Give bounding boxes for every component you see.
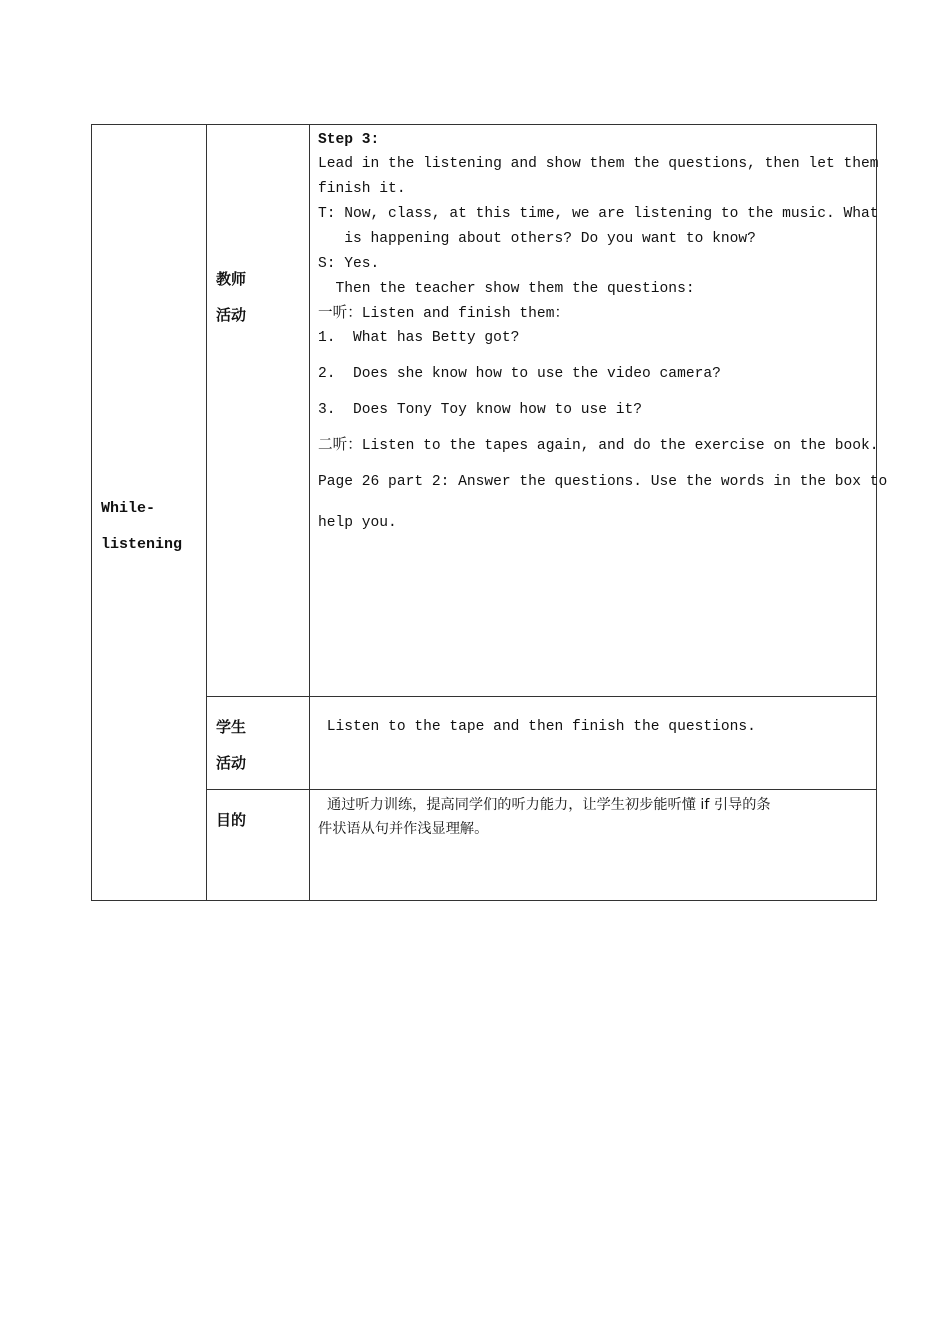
teacher-line-13: help you. [318,515,397,531]
question-3: 3. Does Tony Toy know how to use it? [318,402,643,418]
teacher-line-11: 二听：Listen to the tapes again, and do the exercise on the book. [318,438,879,454]
column-divider-2 [309,125,310,900]
purpose-line-1: 通过听力训练，提高同学们的听力能力，让学生初步能听懂 if 引导的条 [318,797,771,813]
teacher-line-6: Then the teacher show them the questions: [318,281,695,297]
teacher-line-7: 一听：Listen and finish them： [318,306,570,322]
teacher-activity-content [318,125,888,695]
teacher-activity-label [216,261,246,333]
teacher-line-5: S: Yes. [318,256,380,272]
teacher-line-4: is happening about others? Do you want to know? [318,231,756,247]
teacher-line-1: Lead in the listening and show them the questions, then let them [318,156,879,172]
teacher-label-line2: 活动 [216,306,247,324]
phase-label-line2: listening [101,536,183,553]
phase-label-line1: While- [101,500,156,517]
question-1: 1. What has Betty got? [318,330,520,346]
purpose-label: 目的 [216,811,247,829]
student-label-line2: 活动 [216,754,247,772]
phase-cell [101,491,182,563]
student-activity-text: Listen to the tape and then finish the questions. [318,719,756,735]
student-label-line1: 学生 [216,718,247,736]
teacher-line-3: T: Now, class, at this time, we are listening to the music. What [318,206,879,222]
column-divider-1 [206,125,207,900]
teacher-label-line1: 教师 [216,270,247,288]
student-activity-content [318,697,868,789]
teacher-line-2: finish it. [318,181,406,197]
lesson-plan-table [91,124,888,901]
question-2: 2. Does she know how to use the video camera? [318,366,721,382]
purpose-line-2: 件状语从句并作浅显理解。 [318,821,489,837]
step-title: Step 3: [318,132,380,148]
student-activity-label [216,709,246,781]
purpose-content [318,790,868,900]
teacher-line-12: Page 26 part 2: Answer the questions. Use the words in the box to [318,474,888,490]
